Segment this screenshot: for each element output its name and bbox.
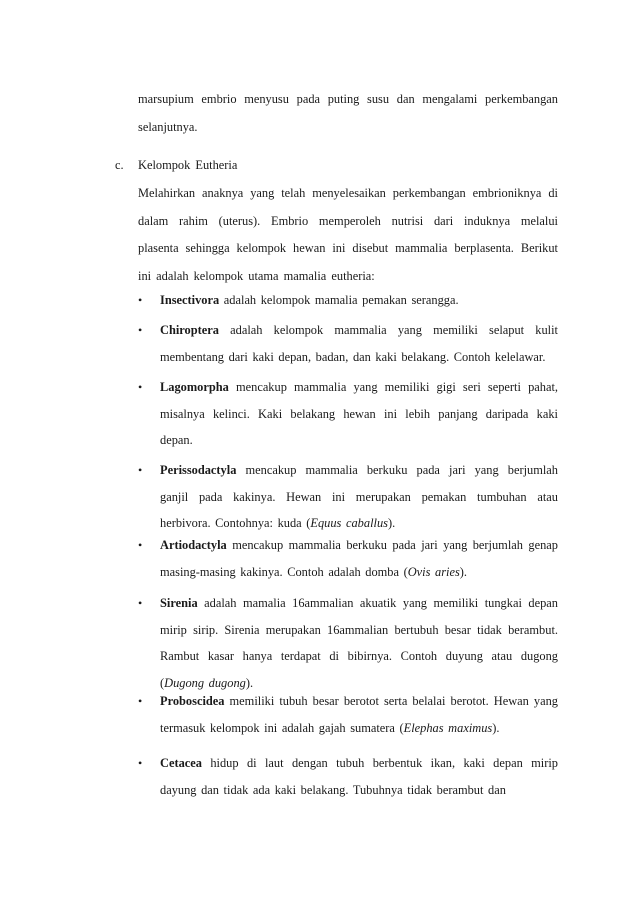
- list-item: [138, 317, 558, 370]
- bullet-term: Proboscidea: [160, 694, 225, 708]
- bullet-tail: ).: [387, 516, 396, 530]
- section-marker: c.: [115, 158, 124, 172]
- list-item: [138, 457, 558, 537]
- bullet-tail: ).: [245, 675, 254, 690]
- list-item: [138, 374, 558, 454]
- list-item: [138, 590, 558, 696]
- bullet-term: Chiroptera: [160, 323, 219, 337]
- bullet-tail: ).: [492, 720, 500, 735]
- bullet-text: memiliki tubuh besar berotot serta belalai berotot. Hewan yang termasuk kelompok ini adalah gajah sumatera (: [160, 694, 558, 735]
- list-item: [138, 750, 558, 803]
- bullet-icon: •: [138, 596, 143, 610]
- bullet-icon: •: [138, 323, 143, 337]
- intro-paragraph: Melahirkan anaknya yang telah menyelesaikan perkembangan embrioniknya di dalam rahim (uterus). Embrio memperoleh nutrisi dari induknya melalui plasenta sehingga kelompok hewan ini disebut mammalia berplasenta. Berikut ini adalah kelompok utama mamalia eutheria:: [138, 186, 558, 283]
- bullet-text: mencakup mammalia yang memiliki gigi seri seperti pahat, misalnya kelinci. Kaki belakang hewan ini lebih panjang daripada kaki depan.: [160, 380, 558, 447]
- list-item: [138, 688, 558, 741]
- bullet-term: Insectivora: [160, 293, 220, 307]
- latin-name: Equus caballus: [310, 516, 388, 530]
- continued-paragraph: marsupium embrio menyusu pada puting susu dan mengalami perkembangan selanjutnya.: [138, 92, 558, 134]
- latin-name: Elephas maximus: [403, 720, 493, 735]
- bullet-text: adalah kelompok mammalia yang memiliki selaput kulit membentang dari kaki depan, badan, dan kaki belakang. Contoh kelelawar.: [160, 323, 558, 364]
- list-item: [138, 287, 558, 314]
- bullet-term: Artiodactyla: [160, 538, 227, 552]
- list-item: [138, 532, 558, 585]
- bullet-tail: ).: [459, 564, 468, 579]
- bullet-term: Cetacea: [160, 756, 202, 770]
- bullet-term: Perissodactyla: [160, 463, 237, 477]
- bullet-icon: •: [138, 694, 143, 708]
- latin-name: Ovis aries: [407, 564, 460, 579]
- bullet-icon: •: [138, 538, 143, 552]
- bullet-icon: •: [138, 756, 143, 770]
- bullet-icon: •: [138, 380, 143, 394]
- bullet-text: hidup di laut dengan tubuh berbentuk ikan, kaki depan mirip dayung dan tidak ada kaki belakang. Tubuhnya tidak berambut dan: [160, 756, 558, 797]
- bullet-term: Sirenia: [160, 596, 198, 610]
- latin-name: Dugong dugong: [164, 675, 246, 690]
- section-heading: [115, 156, 237, 174]
- bullet-text: mencakup mammalia berkuku pada jari yang berjumlah ganjil pada kakinya. Hewan ini merupakan pemakan tumbuhan atau herbivora. Contohnya: kuda (: [160, 463, 558, 530]
- bullet-text: mencakup mammalia berkuku pada jari yang berjumlah genap masing-masing kakinya. Contoh adalah domba (: [160, 538, 558, 579]
- bullet-text: adalah kelompok mamalia pemakan serangga.: [219, 293, 459, 307]
- bullet-text: adalah mamalia 16ammalian akuatik yang memiliki tungkai depan mirip sirip. Sirenia merupakan 16ammalian bertubuh besar tidak berambut. Rambut kasar hanya terdapat di bibirnya. Contoh duyung atau dugong (: [160, 596, 558, 690]
- bullet-icon: •: [138, 463, 143, 477]
- section-title: Kelompok Eutheria: [138, 158, 238, 172]
- bullet-term: Lagomorpha: [160, 380, 229, 394]
- bullet-icon: •: [138, 293, 143, 307]
